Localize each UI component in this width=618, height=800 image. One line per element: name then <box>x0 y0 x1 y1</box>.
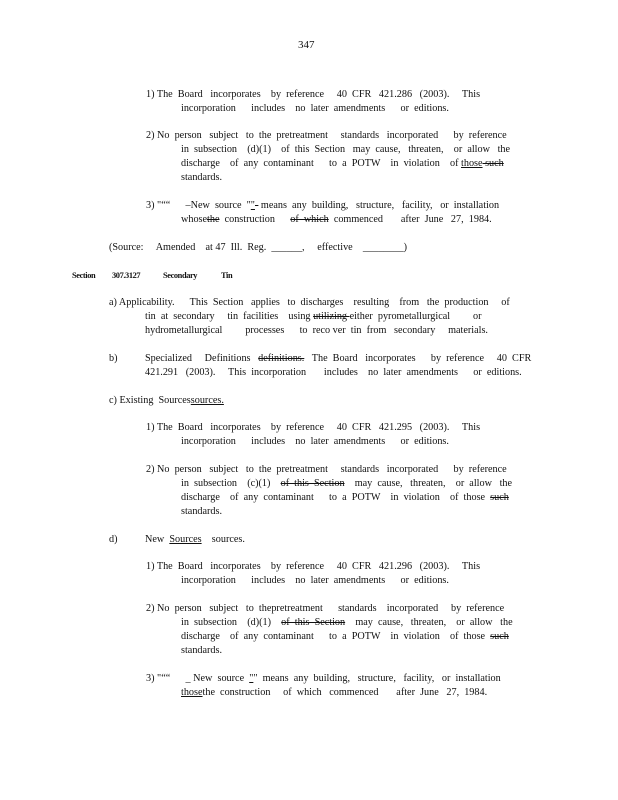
deleted-text: definitions. <box>258 353 305 364</box>
d3-line-2: whosethe construction of which commenced after June 27, 1984. <box>181 214 492 225</box>
nd1-line-2: incorporation includes no later amendments or editions. <box>181 575 449 586</box>
nd2-line-2: in subsection (d)(1) of this Section may cause, threaten, or allow the <box>181 617 513 628</box>
nd2-line-3: discharge of any contaminant to a POTW in violation of those such <box>181 631 509 642</box>
d3-line-1: 3) "““ –New source ""- means any building, structure, facility, or installation <box>146 200 500 211</box>
b-line-2: 421.291 (2003). This incorporation includes no later amendments or editions. <box>145 367 522 378</box>
a-line-1: a) Applicability. This Section applies to discharges resulting from the production of <box>109 297 510 308</box>
section-label: Section <box>72 271 96 280</box>
nd3-line-1: 3) "““ _ New source "" means any building, structure, facility, or installation <box>146 673 501 684</box>
c1-line-2: incorporation includes no later amendments or editions. <box>181 436 449 447</box>
d2-line-4: standards. <box>181 172 223 183</box>
deleted-text: utilizing <box>313 311 350 322</box>
deleted-text: of which <box>290 214 329 225</box>
deleted-text: such <box>482 158 504 169</box>
c1-line-1: 1) The Board incorporates by reference 40 CFR 421.295 (2003). This <box>146 422 481 433</box>
deleted-text: of this Section <box>281 617 346 628</box>
c2-line-2: in subsection (c)(1) of this Section may cause, threaten, or allow the <box>181 478 513 489</box>
d2-line-3: discharge of any contaminant to a POTW in violation of those such <box>181 158 504 169</box>
deleted-text: - <box>254 200 259 211</box>
source-note: (Source: Amended at 47 Ill. Reg. ______, effective ________) <box>109 242 408 253</box>
b-label: b) <box>109 353 118 364</box>
c2-line-1: 2) No person subject to the pretreatment standards incorporated by reference <box>146 464 507 475</box>
inserted-text: sources. <box>190 395 224 406</box>
inserted-text: " <box>250 200 255 211</box>
deleted-text: such <box>490 631 509 642</box>
c2-line-3: discharge of any contaminant to a POTW in violation of those such <box>181 492 509 503</box>
d1-line-2: incorporation includes no later amendments or editions. <box>181 103 449 114</box>
deleted-text: such <box>490 492 509 503</box>
nd2-line-1: 2) No person subject to thepretreatment standards incorporated by reference <box>146 603 505 614</box>
inserted-text: " <box>249 673 254 684</box>
section-number: 307.3127 <box>112 271 141 280</box>
inserted-text: Sources <box>169 534 202 545</box>
b-line-1: Specialized Definitions definitions. The Board incorporates by reference 40 CFR <box>145 353 532 364</box>
page-number: 347 <box>298 39 315 51</box>
nd2-line-4: standards. <box>181 645 223 656</box>
nd1-line-1: 1) The Board incorporates by reference 40 CFR 421.296 (2003). This <box>146 561 481 572</box>
d-heading: New Sources sources. <box>145 534 245 545</box>
d2-line-1: 2) No person subject to the pretreatment standards incorporated by reference <box>146 130 507 141</box>
inserted-text: those <box>461 158 483 169</box>
nd3-line-2: thosethe construction of which commenced after June 27, 1984. <box>181 687 488 698</box>
d1-line-1: 1) The Board incorporates by reference 40 CFR 421.286 (2003). This <box>146 89 481 100</box>
c2-line-4: standards. <box>181 506 223 517</box>
section-title-2: Tin <box>221 271 233 280</box>
a-line-3: hydrometallurgical processes to reco ver tin from secondary materials. <box>145 325 488 336</box>
deleted-text: the <box>207 214 220 225</box>
section-title-1: Secondary <box>163 271 198 280</box>
inserted-text: those <box>181 687 203 698</box>
deleted-text: of this Section <box>280 478 345 489</box>
a-line-2: tin at secondary tin facilities using utilizing either pyrometallurgical or <box>145 311 482 322</box>
d2-line-2: in subsection (d)(1) of this Section may cause, threaten, or allow the <box>181 144 511 155</box>
d-label: d) <box>109 534 118 545</box>
c-heading: c) Existing Sourcessources. <box>109 395 224 406</box>
